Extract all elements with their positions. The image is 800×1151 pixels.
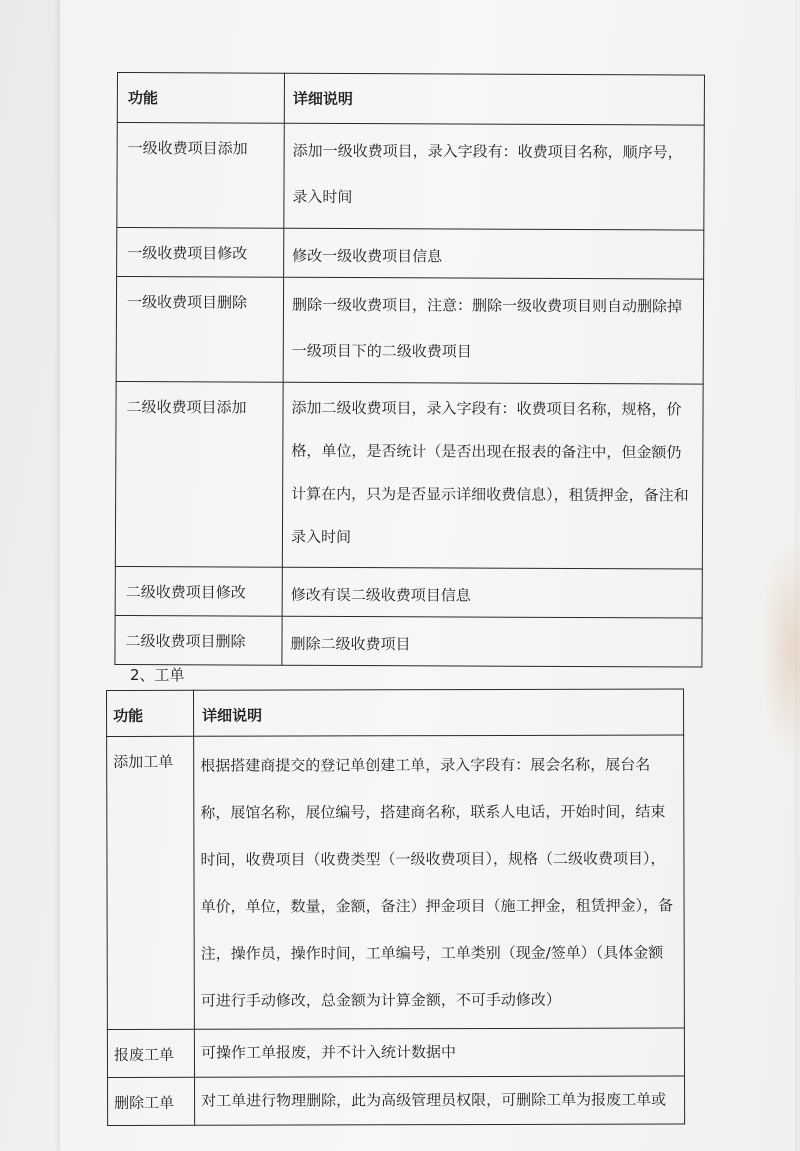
work-order-table [106, 688, 685, 1126]
row-desc: 删除二级收费项目 [282, 616, 702, 667]
row-func: 一级收费项目添加 [117, 123, 284, 229]
table-row [117, 228, 704, 280]
table-row [115, 615, 702, 667]
table-row [116, 277, 703, 385]
row-desc: 添加一级收费项目，录入字段有：收费项目名称，顺序号，录入时间 [284, 123, 704, 230]
row-desc: 对工单进行物理删除，此为高级管理员权限，可删除工单为报废工单或 [195, 1076, 685, 1125]
header-desc: 详细说明 [284, 73, 704, 125]
row-func: 一级收费项目修改 [117, 228, 284, 278]
row-desc: 删除一级收费项目，注意：删除一级收费项目则自动删除掉一级项目下的二级收费项目 [283, 277, 703, 384]
row-desc: 修改一级收费项目信息 [284, 228, 704, 279]
row-desc: 添加二级收费项目，录入字段有：收费项目名称，规格，价格，单位，是否统计（是否出现在报表的备注中，但金额仍计算在内，只为是否显示详细收费信息），租赁押金，备注和录入时间 [282, 382, 703, 569]
row-func: 删除工单 [108, 1077, 195, 1125]
row-func: 二级收费项目删除 [115, 615, 282, 665]
section-title-work-order: 2、工单 [130, 666, 185, 684]
header-func: 功能 [107, 690, 194, 736]
table-row [115, 381, 703, 569]
table-row [107, 735, 685, 1030]
table-header-row [117, 73, 704, 126]
row-func: 二级收费项目添加 [115, 381, 283, 567]
table-row [107, 1028, 684, 1078]
row-desc: 根据搭建商提交的登记单创建工单，录入字段有：展会名称，展台名称，展馆名称，展位编号，搭建商名称，联系人电话，开始时间，结束时间，收费项目（收费类型（一级收费项目），规格（二级收费项目），单价，单位，数量，金额，备注）押金项目（施工押金，租赁押金），备注，操作员，操作时间，工单编号，工单类别（现金/签单）（具体金额可进行手动修改，总金额为计算金额，不可手动修改） [194, 735, 685, 1029]
row-desc: 可操作工单报废，并不计入统计数据中 [194, 1028, 684, 1077]
table-row [115, 566, 702, 618]
row-func: 报废工单 [107, 1029, 194, 1077]
paper-stain [760, 540, 800, 760]
row-func: 一级收费项目删除 [116, 277, 283, 383]
charge-items-table [114, 72, 705, 668]
table-row [108, 1076, 685, 1126]
row-func: 二级收费项目修改 [115, 566, 282, 616]
header-func: 功能 [117, 73, 284, 124]
table-header-row [107, 689, 684, 737]
table-row [117, 123, 704, 231]
row-func: 添加工单 [107, 736, 195, 1029]
row-desc: 修改有误二级收费项目信息 [282, 567, 702, 618]
header-desc: 详细说明 [194, 689, 684, 736]
